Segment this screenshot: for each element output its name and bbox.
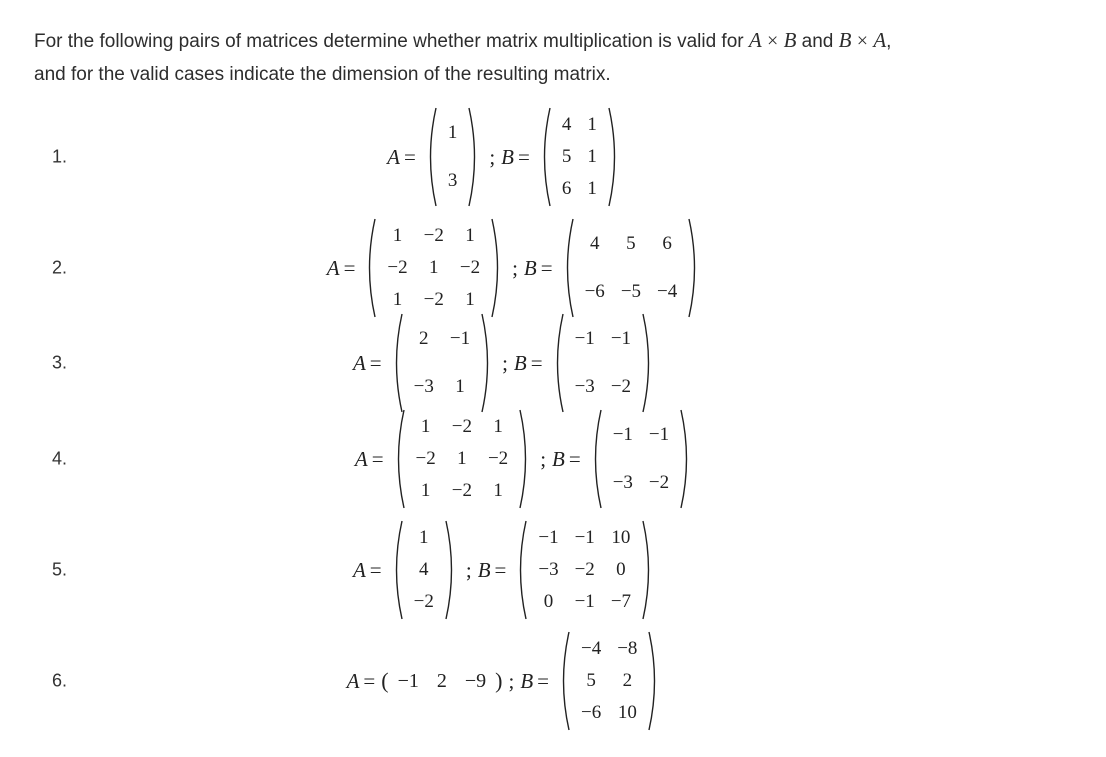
intro-comma: , [886,31,892,52]
right-paren [518,409,532,509]
matrix-cell: 1 [420,480,431,501]
matrix-b-grid [565,313,641,413]
equals-sign: = [494,557,507,582]
right-paren [467,107,481,207]
matrix-a-label: A [346,668,360,693]
matrix-cell: −2 [459,257,481,278]
problem-number: 5. [52,559,68,580]
left-paren [514,520,528,620]
problem-equation [0,631,1010,731]
matrix-cell: −1 [612,424,633,445]
matrix-cell: −4 [580,638,602,659]
semicolon: ; [465,557,472,582]
problem-intro [34,24,1074,91]
matrix-cell: −4 [657,281,678,302]
equals-sign: = [343,255,356,280]
matrix-cell: −2 [648,472,670,493]
matrix-a-label: A [352,557,366,582]
matrix-cell: −8 [617,638,638,659]
matrix-a-grid [438,107,468,207]
matrix-a-label: A [354,446,368,471]
equals-sign: = [369,350,382,375]
matrix-cell: −2 [574,559,595,580]
matrix-cell: −3 [574,376,595,397]
semicolon: ; [512,255,518,280]
right-paren [641,520,655,620]
matrix-cell: 1 [465,289,475,310]
problem-number: 1. [52,146,68,167]
matrix-a-grid [404,313,480,413]
matrix-cell: −6 [584,281,605,302]
left-paren [390,313,404,413]
matrix-b-grid [552,107,607,207]
intro-var-a: A [748,28,762,52]
problem-number: 3. [52,352,68,373]
equals-sign: = [403,144,416,169]
equals-sign: = [518,144,530,169]
matrix-cell: 1 [419,527,429,548]
left-paren [561,218,575,318]
matrix-cell: 6 [561,178,572,199]
right-paren [607,107,621,207]
problem-equation [0,107,1045,207]
equals-sign: = [540,255,553,280]
left-paren [424,107,438,207]
right-paren [687,218,701,318]
right-paren [480,313,494,413]
matrix-a-label: A [326,255,340,280]
matrix-cell: −2 [413,591,434,612]
right-paren [679,409,693,509]
intro-var-b2: B [838,28,852,52]
matrix-a-label: A [352,350,366,375]
matrix-cell: 1 [465,225,475,246]
left-paren [557,631,571,731]
matrix-b-label: B [477,557,491,582]
matrix-a-label: A [387,144,400,169]
equals-sign: = [568,446,581,471]
matrix-cell: −2 [423,225,444,246]
matrix-cell: −2 [451,416,472,437]
matrix-cell: 4 [561,114,572,135]
matrix-b-grid [571,631,647,731]
matrix-cell: 1 [429,257,439,278]
right-paren [641,313,655,413]
intro-times: × [767,30,779,52]
matrix-cell: 2 [436,669,447,692]
intro-line1-text: For the following pairs of matrices determine whether matrix multiplication is valid for [34,31,744,52]
intro-var-a2: A [873,28,887,52]
left-paren: ( [381,668,389,693]
matrix-cell: −2 [387,257,408,278]
matrix-cell: 0 [543,591,554,612]
matrix-cell: 1 [493,416,503,437]
right-paren: ) [495,668,503,693]
matrix-cell: 10 [617,702,637,723]
matrix-cell: 1 [587,114,597,135]
problem-equation [0,409,1030,509]
left-paren [551,313,565,413]
matrix-cell: −2 [610,376,632,397]
matrix-cell: −2 [423,289,444,310]
matrix-a [390,520,458,620]
left-paren [392,409,406,509]
matrix-cell: −1 [397,669,419,692]
matrix-cell: −1 [574,527,595,548]
matrix-cell: −3 [612,472,633,493]
left-paren [390,520,404,620]
intro-and: and [801,31,834,52]
right-paren [444,520,458,620]
matrix-b [551,313,655,413]
matrix-cell: −1 [538,527,559,548]
equals-sign: = [363,668,376,693]
problem-equation [0,218,1020,318]
matrix-b [557,631,661,731]
matrix-cell: 4 [589,233,600,254]
left-paren [538,107,552,207]
matrix-cell: −9 [464,669,487,692]
matrix-a-grid [404,520,444,620]
left-paren [363,218,377,318]
matrix-cell: 1 [457,448,467,469]
matrix-cell: 2 [622,670,633,691]
matrix-cell: 1 [587,146,597,167]
matrix-b-grid [603,409,679,509]
matrix-b-label: B [513,350,527,375]
matrix-cell: 0 [616,559,626,580]
matrix-b-label: B [520,668,534,693]
matrix-cell: 1 [420,416,431,437]
equals-sign: = [537,668,549,693]
matrix-cell: −7 [610,591,632,612]
matrix-cell: 5 [561,146,572,167]
matrix-b-label: B [523,255,537,280]
left-paren [589,409,603,509]
matrix-b-grid [575,218,688,318]
matrix-cell: 3 [447,170,458,191]
semicolon: ; [489,144,496,169]
matrix-cell: 1 [493,480,503,501]
matrix-b [538,107,621,207]
matrix-a [363,218,504,318]
matrix-b [589,409,693,509]
semicolon: ; [508,668,515,693]
equals-sign: = [530,350,543,375]
matrix-a-row [381,668,502,694]
matrix-cell: 1 [455,376,465,397]
matrix-b-label: B [552,446,565,471]
matrix-a [390,313,494,413]
matrix-cell: −2 [487,448,509,469]
matrix-cell: −1 [574,328,595,349]
matrix-a [392,409,533,509]
right-paren [490,218,504,318]
matrix-b-label: B [501,144,514,169]
matrix-cell: 4 [419,559,429,580]
intro-times2: × [856,30,869,52]
matrix-cell: −1 [610,328,632,349]
matrix-b [514,520,655,620]
matrix-cell: 5 [626,233,636,254]
matrix-cell: 6 [662,233,672,254]
problem-equation [0,313,1045,413]
equals-sign: = [371,446,384,471]
right-paren [647,631,661,731]
matrix-cell: −5 [620,281,642,302]
problem-number: 2. [52,257,68,278]
equals-sign: = [369,557,382,582]
matrix-cell: −6 [580,702,602,723]
intro-var-b: B [783,28,797,52]
matrix-cell: 1 [447,122,458,143]
matrix-cell: 2 [419,328,429,349]
problem-equation [0,520,1015,620]
matrix-b [561,218,702,318]
intro-line2-text: and for the valid cases indicate the dimension of the resulting matrix. [34,64,611,85]
problem-number: 6. [52,670,68,691]
matrix-b-grid [528,520,641,620]
matrix-cell: −1 [449,328,471,349]
matrix-cell: 10 [611,527,631,548]
matrix-cell: −3 [413,376,434,397]
semicolon: ; [540,446,547,471]
semicolon: ; [502,350,508,375]
matrix-cell: −3 [538,559,559,580]
matrix-cell: −1 [648,424,670,445]
matrix-a-grid [377,218,490,318]
matrix-cell: −2 [415,448,436,469]
matrix-a [424,107,482,207]
matrix-cell: 1 [587,178,597,199]
matrix-cell: −2 [451,480,472,501]
problem-number: 4. [52,448,68,469]
matrix-cell: −1 [574,591,595,612]
matrix-cell: 5 [586,670,596,691]
matrix-a-grid [406,409,519,509]
matrix-cell: 1 [392,225,403,246]
matrix-cell: 1 [392,289,403,310]
